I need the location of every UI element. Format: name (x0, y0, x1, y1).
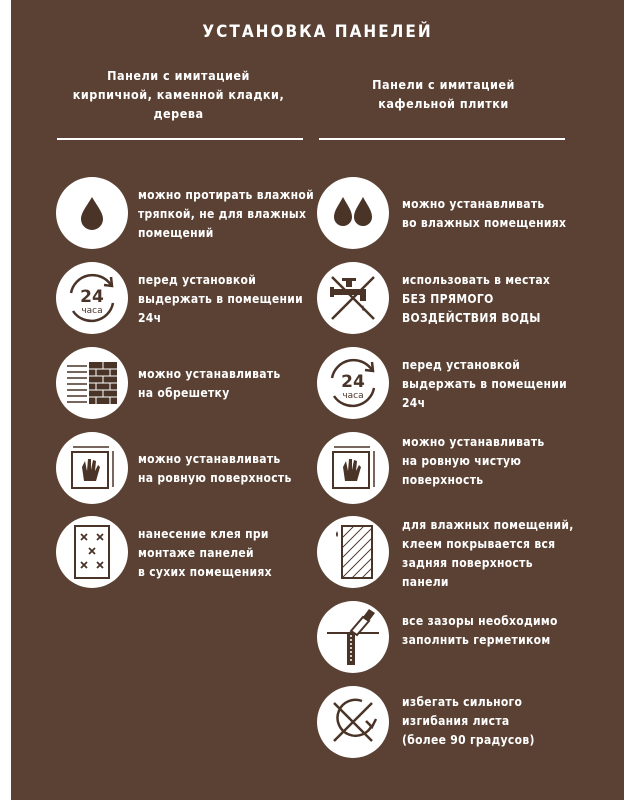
right-item-text: для влажных помещений, клеем покрывается вся задняя поверхность панели (402, 518, 574, 589)
flat-surface-icon (56, 432, 128, 504)
left-item-text: можно протирать влажной тряпкой, не для влажных помещений (138, 188, 315, 240)
left-column-divider (57, 138, 303, 140)
left-column-heading: Панели с имитацией кирпичной, каменной кладки, дерева (72, 68, 285, 121)
24h-icon-number: 24 (80, 287, 104, 307)
24h-icon-unit: часа (342, 391, 364, 401)
no-bend-icon (317, 686, 389, 758)
page-title: УСТАНОВКА ПАНЕЛЕЙ (202, 22, 433, 42)
right-item-text: перед установкой выдержать в помещении 24ч (402, 358, 567, 410)
full-glue-icon (317, 516, 389, 588)
24h-icon-number: 24 (341, 372, 365, 392)
right-item-text: избегать сильного изгибания листа (более 90 градусов) (402, 695, 535, 747)
left-item-text: можно устанавливать на ровную поверхность (138, 452, 292, 485)
two-drops-icon (317, 177, 389, 249)
drop-icon (56, 177, 128, 249)
right-column-divider (319, 138, 565, 140)
left-item-text: перед установкой выдержать в помещении 24ч (138, 273, 303, 325)
no-water-tap-icon (317, 262, 389, 334)
left-item-text: можно устанавливать на обрешетку (138, 367, 281, 400)
right-item-text: можно устанавливать на ровную чистую поверхность (402, 435, 545, 487)
left-item-text: нанесение клея при монтаже панелей в сухих помещениях (138, 527, 272, 579)
brick-batten-icon (56, 347, 128, 419)
sealant-icon (317, 601, 389, 673)
installation-panel (11, 0, 624, 800)
right-item-text: можно устанавливать во влажных помещениях (402, 197, 567, 230)
24h-icon (56, 262, 128, 334)
24h-icon (317, 347, 389, 419)
glue-pattern-icon (56, 516, 128, 588)
24h-icon-unit: часа (81, 306, 103, 316)
right-item-text: все зазоры необходимо заполнить герметиком (402, 614, 558, 647)
flat-clean-surface-icon (317, 432, 389, 504)
right-column-heading: Панели с имитацией кафельной плитки (372, 77, 515, 111)
right-item-text: использовать в местах БЕЗ ПРЯМОГО ВОЗДЕЙСТВИЯ ВОДЫ (402, 273, 551, 325)
